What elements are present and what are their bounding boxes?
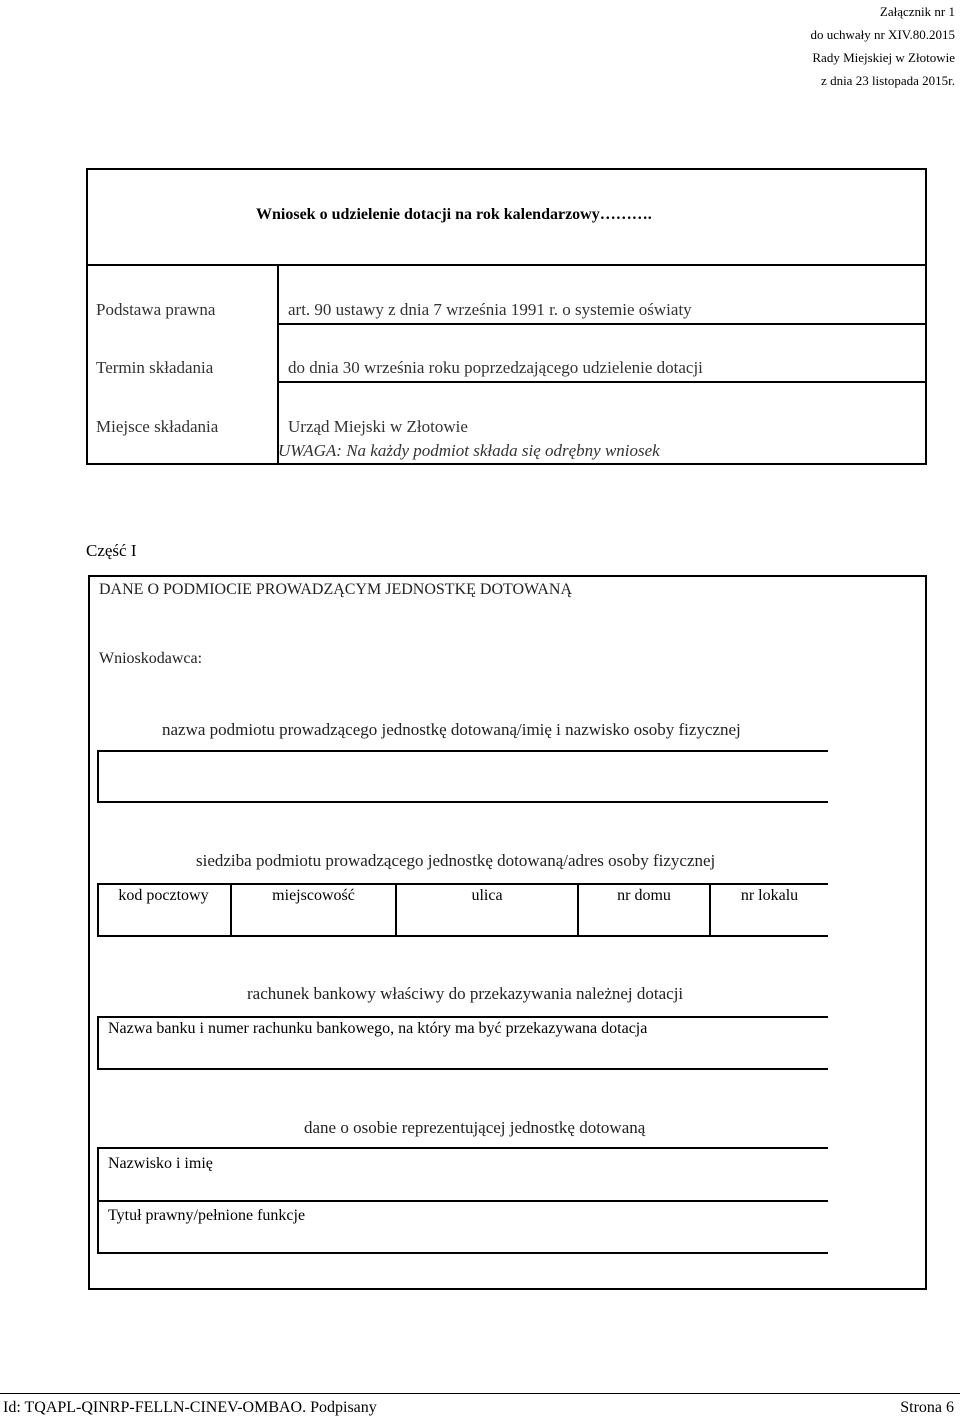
application-title: Wniosek o udzielenie dotacji na rok kalendarzowy………. xyxy=(256,206,652,223)
city-field[interactable] xyxy=(232,883,395,935)
submission-place-label: Miejsce składania xyxy=(96,417,219,436)
submission-place-value: Urząd Miejski w Złotowie xyxy=(288,417,468,436)
legal-basis-label: Podstawa prawna xyxy=(96,300,216,319)
house-number-label: nr domu xyxy=(617,887,671,904)
postal-code-label: kod pocztowy xyxy=(118,887,209,904)
entity-name-caption: nazwa podmiotu prowadzącego jednostkę dotowaną/imię i nazwisko osoby fizycznej xyxy=(162,720,741,739)
bank-account-field[interactable] xyxy=(97,1016,828,1070)
postal-code-field[interactable] xyxy=(97,883,230,935)
attachment-header xyxy=(810,0,955,92)
apartment-number-field[interactable] xyxy=(711,883,828,935)
header-line-4: z dnia 23 listopada 2015r. xyxy=(821,73,955,88)
representative-fields xyxy=(97,1147,828,1254)
page-number: Strona 6 xyxy=(900,1399,954,1416)
representative-title-label: Tytuł prawny/pełnione funkcje xyxy=(108,1207,306,1224)
representative-caption: dane o osobie reprezentującej jednostkę dotowaną xyxy=(304,1118,646,1137)
deadline-label: Termin składania xyxy=(96,358,214,377)
address-caption: siedziba podmiotu prowadzącego jednostkę dotowaną/adres osoby fizycznej xyxy=(196,851,716,870)
part1-title: DANE O PODMIOCIE PROWADZĄCYM JEDNOSTKĘ DOTOWANĄ xyxy=(99,581,573,598)
representative-name-label: Nazwisko i imię xyxy=(108,1155,213,1172)
bank-account-label: Nazwa banku i numer rachunku bankowego, na który ma być przekazywana dotacja xyxy=(108,1020,648,1037)
bank-caption: rachunek bankowy właściwy do przekazywania należnej dotacji xyxy=(247,984,684,1003)
part-heading: Część I xyxy=(86,541,137,560)
entity-name-field[interactable] xyxy=(97,750,828,802)
address-fields xyxy=(97,883,828,937)
document-id: Id: TQAPL-QINRP-FELLN-CINEV-OMBAO. Podpisany xyxy=(3,1399,377,1416)
house-number-field[interactable] xyxy=(579,883,709,935)
header-line-2: do uchwały nr XIV.80.2015 xyxy=(810,27,955,42)
header-line-3: Rady Miejskiej w Złotowie xyxy=(812,50,955,65)
representative-title-field[interactable] xyxy=(99,1202,828,1252)
city-label: miejscowość xyxy=(272,887,355,904)
submission-note: UWAGA: Na każdy podmiot składa się odrębny wniosek xyxy=(278,441,660,460)
apartment-number-label: nr lokalu xyxy=(740,887,799,904)
deadline-value: do dnia 30 września roku poprzedzającego udzielenie dotacji xyxy=(288,358,703,377)
applicant-label: Wnioskodawca: xyxy=(99,650,203,667)
legal-basis-value: art. 90 ustawy z dnia 7 września 1991 r. o systemie oświaty xyxy=(288,300,692,319)
street-label: ulica xyxy=(471,887,503,904)
header-line-1: Załącznik nr 1 xyxy=(879,4,955,19)
representative-name-field[interactable] xyxy=(99,1149,828,1200)
footer-divider xyxy=(0,1393,960,1394)
street-field[interactable] xyxy=(397,883,577,935)
